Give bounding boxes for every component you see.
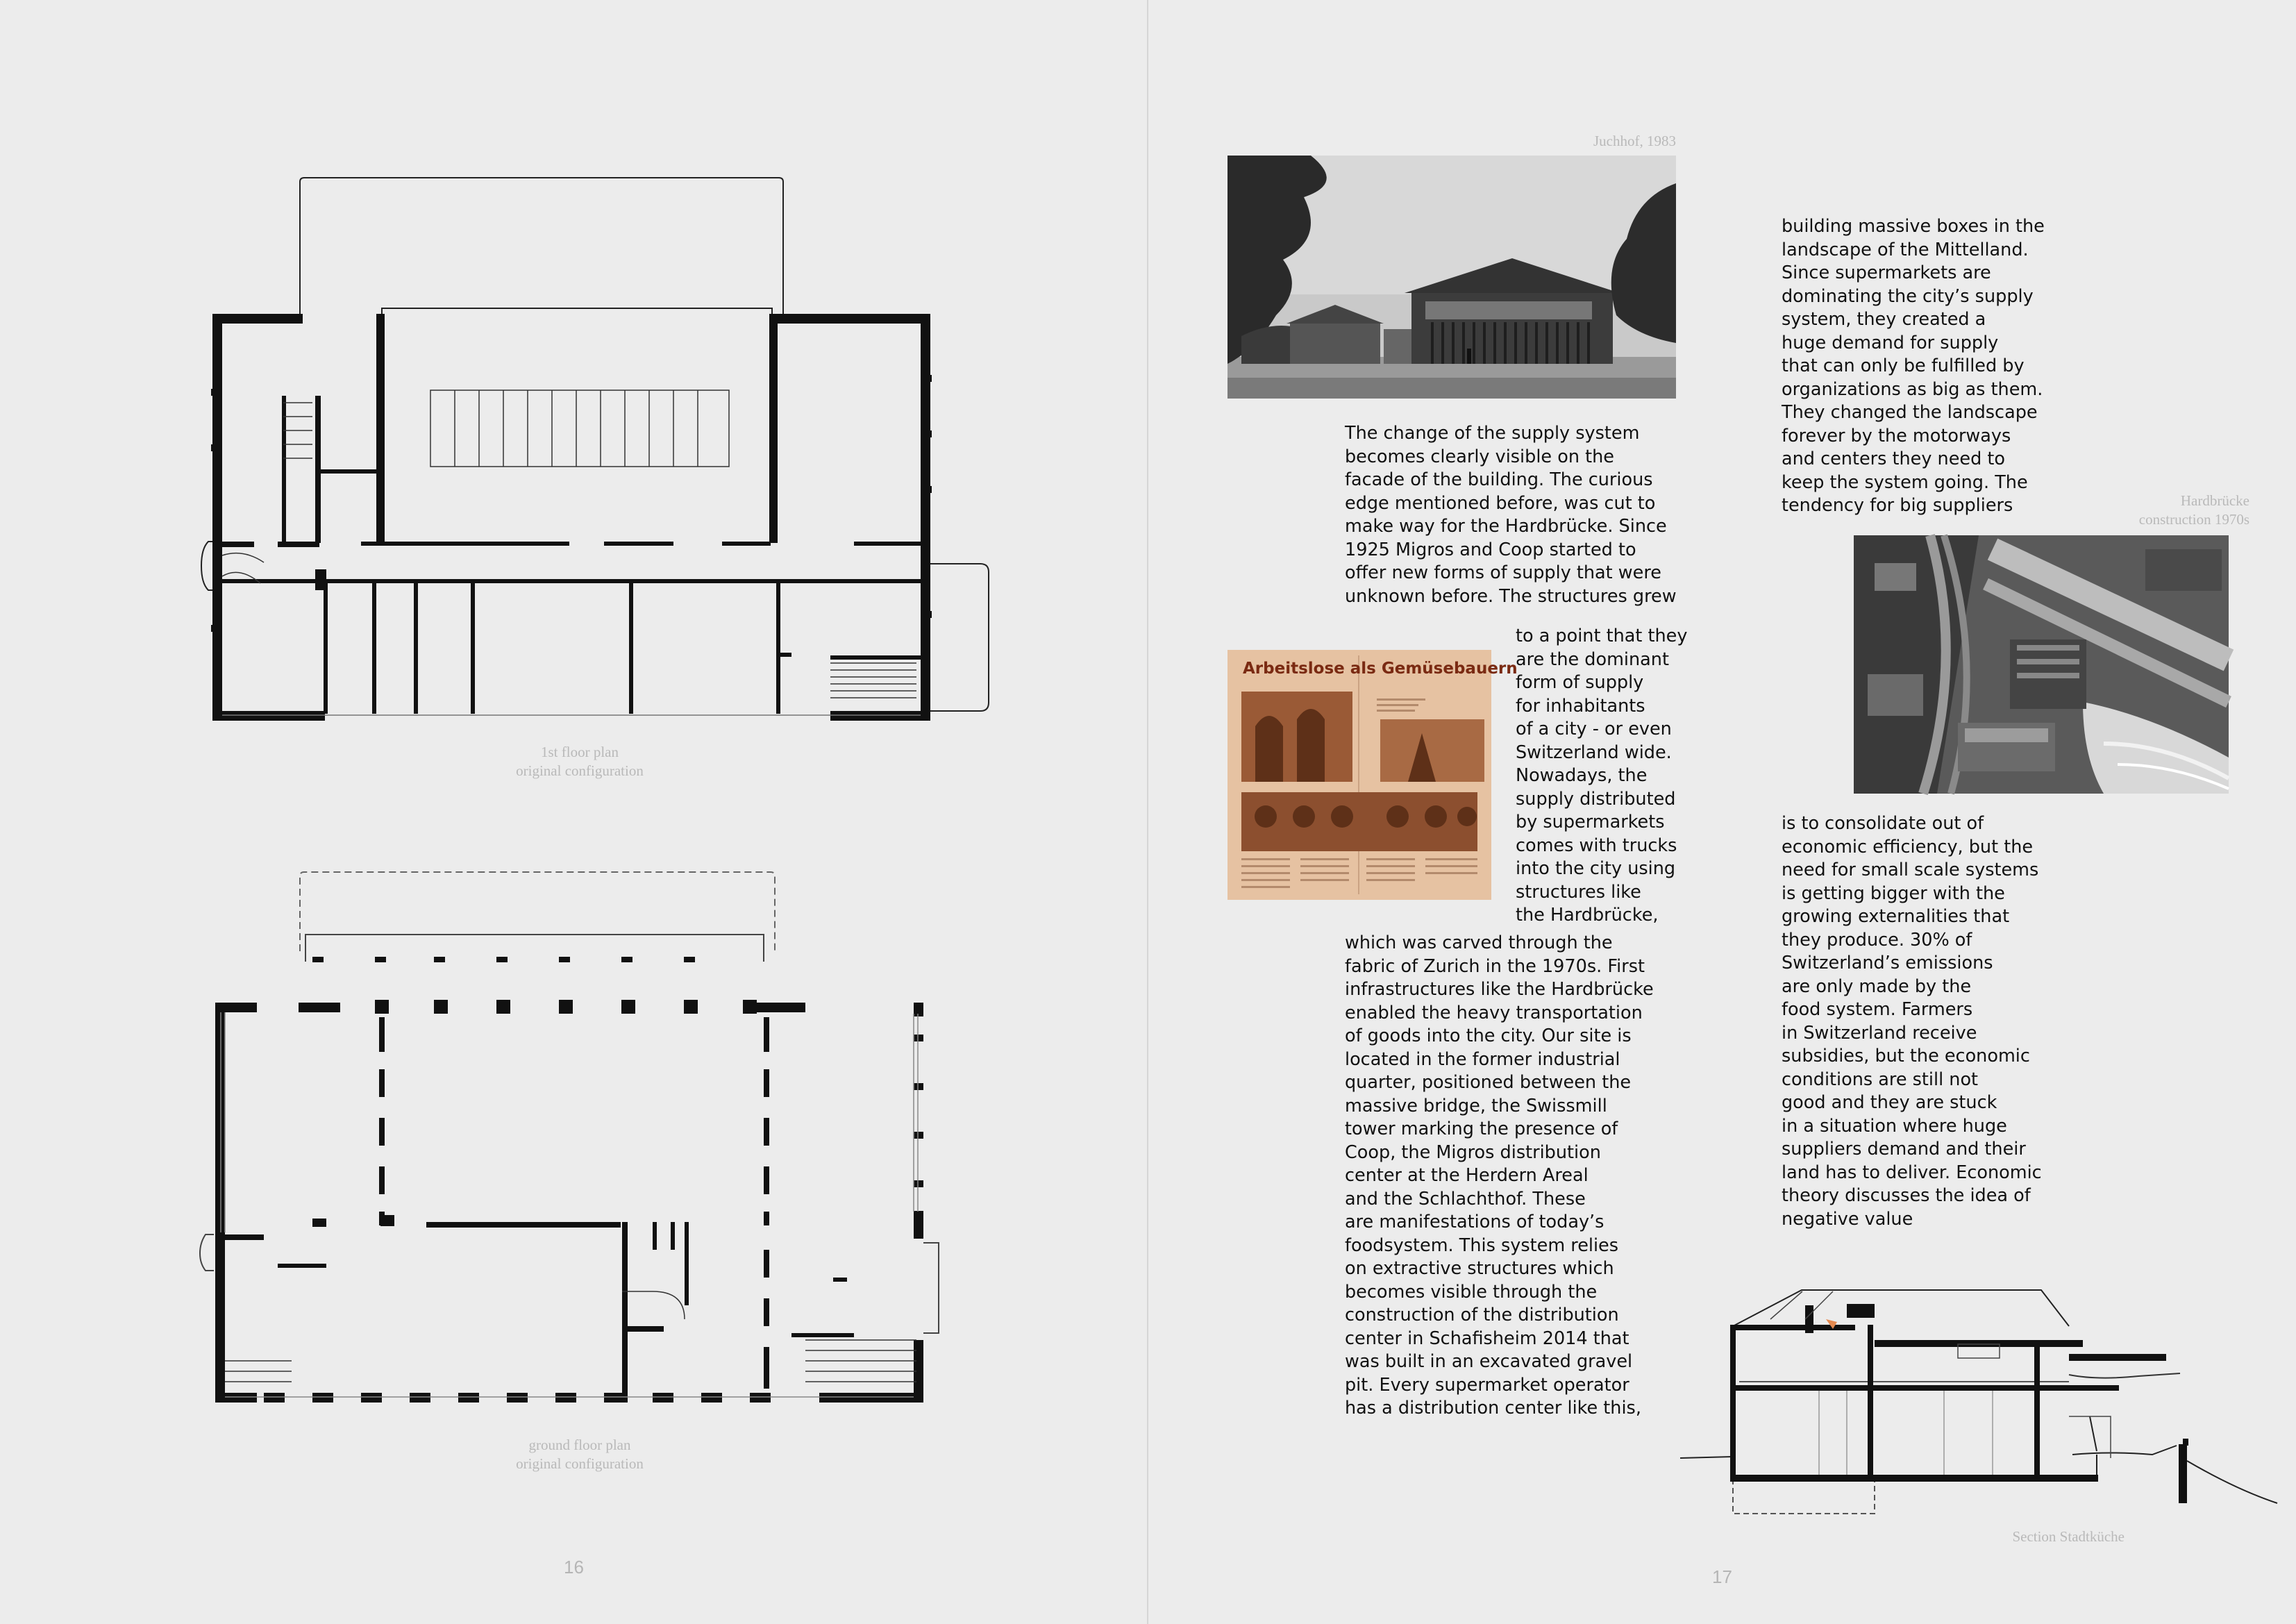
newspaper-clipping — [1227, 650, 1491, 900]
text-block-3: which was carved through the fabric of Zurich in the 1970s. First infrastructures like the Hardbrücke enabled the heavy transportation of goods into the city. Our site is located in the former industrial quarter, positioned between the massive bridge, the Swissmill tower marking the presence of Coop, the Migros distribution center at the Herdern Areal and the Schlachthof. These are manifestations of today’s foodsystem. This system relies on extractive structures which becomes visible through the construction of the distribution center in Schafisheim 2014 that was built in an excavated gravel pit. Every supermarket operator has a distribution center like this, — [1345, 932, 1654, 1418]
text-block-4: building massive boxes in the landscape of the Mittelland. Since supermarkets are dominating the city’s supply system, they created a huge demand for supply that can only be fulfilled by organizations as big as them. They changed the landscape forever by the motorways and centers they need to keep the system going. The tendency for big suppliers — [1782, 216, 2045, 516]
page-number-right: 17 — [1712, 1566, 1732, 1587]
page-number-left: 16 — [564, 1557, 584, 1577]
first-floor-plan-caption: 1st floor plan original configuration — [516, 744, 644, 779]
juchhof-photo — [1227, 156, 1676, 399]
text-block-1: The change of the supply system becomes clearly visible on the facade of the building. The curious edge mentioned before, was cut to make way for the Hardbrücke. Since 1925 Migros and Coop started to offer new forms of supply that were unknown before. The structures grew — [1345, 423, 1677, 607]
text-block-5: is to consolidate out of economic efficiency, but the need for small scale systems is getting bigger with the growing externalities that they produce. 30% of Switzerland’s emissions are only made by the food system. Farmers in Switzerland receive subsidies, but the economic conditions are still not good and they are stuck in a situation where huge suppliers demand and their land has to deliver. Economic theory discusses the idea of negative value — [1782, 813, 2042, 1230]
book-spine — [1147, 0, 1148, 1624]
newspaper-headline: Arbeitslose als Gemüsebauern — [1243, 660, 1518, 678]
section-caption: Section Stadtküche — [2012, 1528, 2125, 1545]
juchhof-photo-caption: Juchhof, 1983 — [1593, 133, 1676, 149]
hardbruecke-photo — [1854, 535, 2229, 794]
ground-floor-plan-caption: ground floor plan original configuration — [516, 1437, 644, 1472]
section-drawing — [1666, 1278, 2291, 1527]
text-block-2: to a point that they are the dominant form of supply for inhabitants of a city - or even Switzerland wide. Nowadays, the supply distributed by supermarkets comes with trucks into the city using structures like the Hardbrücke, — [1516, 626, 1688, 926]
hardbruecke-photo-caption: Hardbrücke construction 1970s — [2138, 492, 2249, 528]
ground-floor-plan — [0, 0, 1147, 1527]
